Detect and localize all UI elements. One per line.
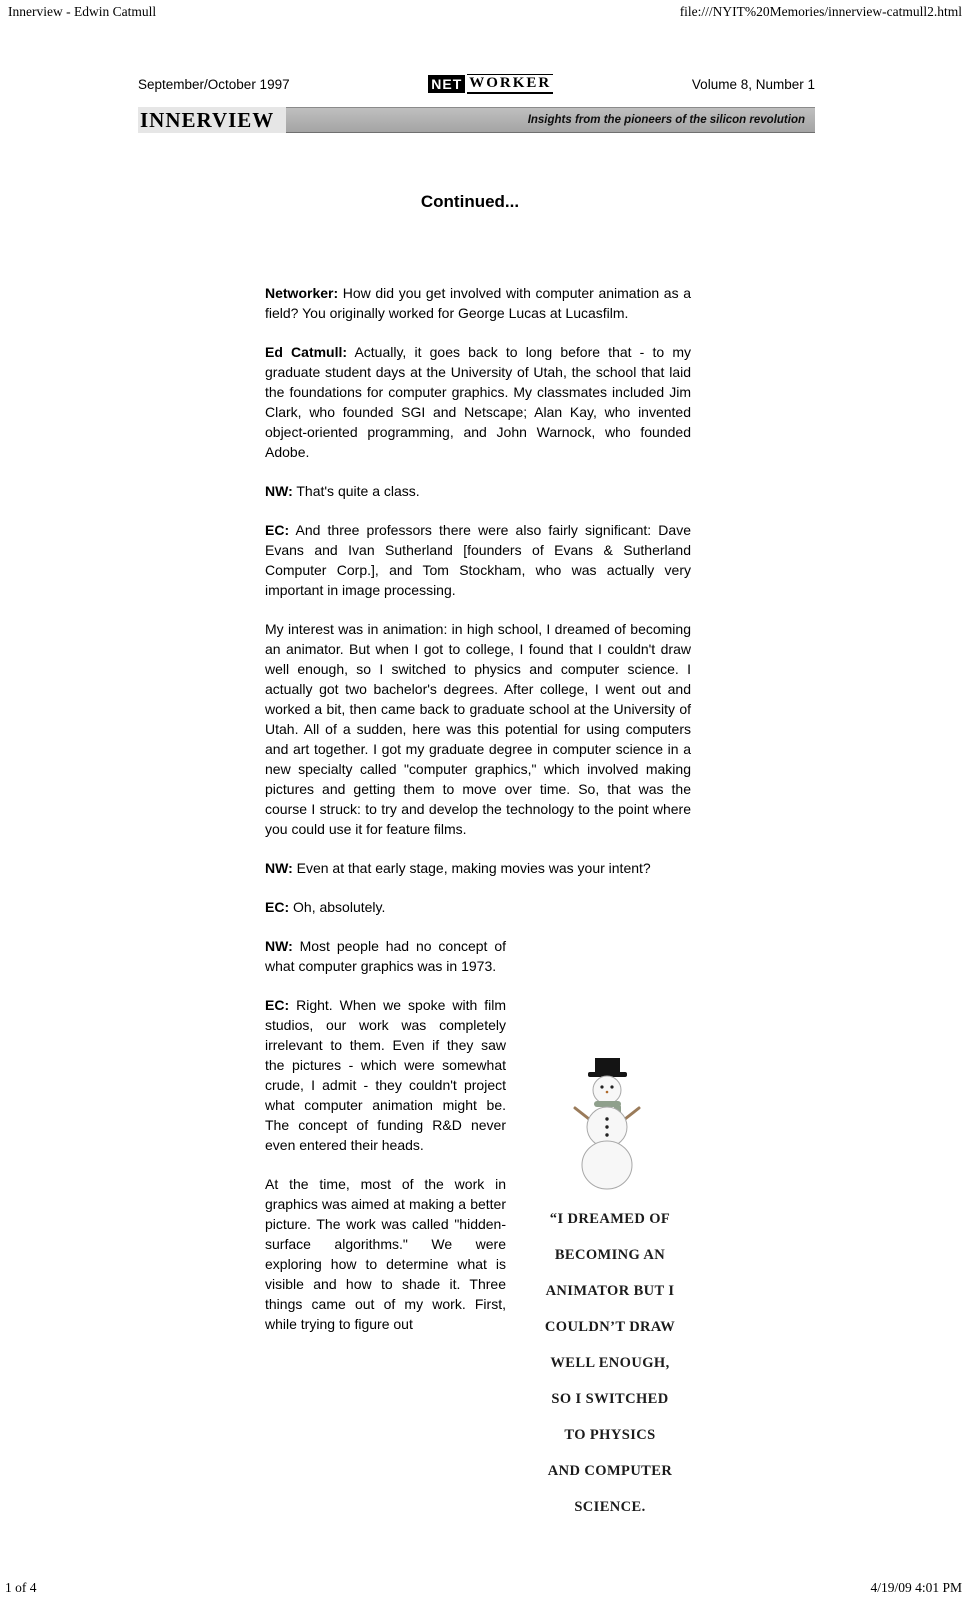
- innerview-logo: INNERVIEW: [138, 107, 286, 133]
- masthead: [138, 74, 815, 94]
- pull-quote-line: BECOMING AN: [554, 1247, 666, 1263]
- article-body: [265, 283, 691, 1353]
- pull-quote-line: TO PHYSICS: [564, 1427, 656, 1443]
- paragraph-text: My interest was in animation: in high school, I dreamed of becoming an animator. But when I got to college, I found that I couldn't draw well enough, so I switched to physics and computer science. I actually got two bachelor's degrees. After college, I went out and worked a bit, then came back to graduate school at the University of Utah. All of a sudden, here was this potential for using computers and art together. I got my graduate degree in computer science in a new specialty called "computer graphics," which involved making pictures and getting them to move over time. So, that was the course I struck: to try and develop the technology to the point where you could use it for feature films.: [265, 621, 691, 837]
- paragraph: [265, 619, 691, 839]
- pull-quote-line: SO I SWITCHED: [551, 1391, 669, 1407]
- speaker-label: EC:: [265, 997, 290, 1013]
- networker-logo-net: NET: [428, 75, 465, 93]
- networker-logo: [428, 74, 553, 94]
- continued-heading: Continued...: [420, 192, 520, 211]
- print-footer: [5, 1580, 962, 1596]
- print-header-title: Innerview - Edwin Catmull: [8, 4, 157, 19]
- paragraph: [265, 897, 691, 917]
- paragraph: [265, 283, 691, 323]
- networker-logo-worker: WORKER: [467, 74, 553, 94]
- issue-date: September/October 1997: [138, 76, 290, 92]
- speaker-label: EC:: [265, 522, 290, 538]
- pull-quote-line: AND COMPUTER: [547, 1463, 673, 1479]
- paragraph-text: How did you get involved with computer animation as a field? You originally worked for George Lucas at Lucasfilm.: [265, 285, 691, 321]
- paragraph-text: Most people had no concept of what computer graphics was in 1973.: [265, 938, 506, 974]
- volume-number: Volume 8, Number 1: [691, 76, 815, 92]
- pull-quote-line: COULDN’T DRAW: [544, 1319, 676, 1335]
- speaker-label: NW:: [265, 860, 293, 876]
- print-header-url: file:///NYIT%20Memories/innerview-catmull2.html: [679, 4, 962, 19]
- speaker-label: NW:: [265, 938, 293, 954]
- page-number: 1 of 4: [5, 1580, 37, 1595]
- paragraph: [265, 995, 506, 1155]
- paragraph: [265, 342, 691, 462]
- paragraph-text: Even at that early stage, making movies was your intent?: [296, 860, 651, 876]
- pull-quote-line: WELL ENOUGH,: [550, 1355, 670, 1371]
- print-header: [8, 4, 962, 20]
- innerview-tagline: Insights from the pioneers of the silicon revolution: [286, 107, 815, 133]
- print-timestamp: 4/19/09 4:01 PM: [870, 1580, 962, 1595]
- speaker-label: NW:: [265, 483, 293, 499]
- paragraph-text: Right. When we spoke with film studios, our work was completely irrelevant to them. Even if they saw the pictures - which were somewhat crude, I admit - they couldn't project what computer animation might be. The concept of funding R&D never even entered their heads.: [265, 997, 506, 1153]
- speaker-label: Ed Catmull:: [265, 344, 348, 360]
- pull-quote: [534, 1211, 686, 1515]
- paragraph-text: Oh, absolutely.: [293, 899, 386, 915]
- paragraph: [265, 481, 691, 501]
- paragraph: [265, 520, 691, 600]
- speaker-label: EC:: [265, 899, 290, 915]
- paragraph-text: At the time, most of the work in graphics was aimed at making a better picture. The work was called "hidden-surface algorithms." We were exploring how to determine what is visible and how to shade it. Three things came out of my work. First, while trying to figure out: [265, 1176, 506, 1332]
- paragraph: [265, 936, 506, 976]
- paragraph: [265, 1174, 506, 1334]
- pull-quote-line: “I DREAMED OF: [549, 1211, 671, 1227]
- speaker-label: Networker:: [265, 285, 339, 301]
- paragraph-text: Actually, it goes back to long before that - to my graduate student days at the University of Utah, the school that laid the foundations for computer graphics. My classmates included Jim Clark, who founded SGI and Netscape; Alan Kay, who invented object-oriented programming, and John Warnock, who founded Adobe.: [265, 344, 691, 460]
- paragraph-text: And three professors there were also fairly significant: Dave Evans and Ivan Sutherland [founders of Evans & Sutherland Computer Corp.], and Tom Stockham, who was actually very important in image processing.: [265, 522, 691, 598]
- pull-quote-line: ANIMATOR BUT I: [545, 1283, 675, 1299]
- paragraph-text: That's quite a class.: [296, 483, 420, 499]
- snowman-image: [566, 1056, 646, 1192]
- pull-quote-line-clipped: SCIENCE.: [574, 1499, 646, 1515]
- paragraph: [265, 858, 691, 878]
- innerview-banner: [138, 107, 815, 133]
